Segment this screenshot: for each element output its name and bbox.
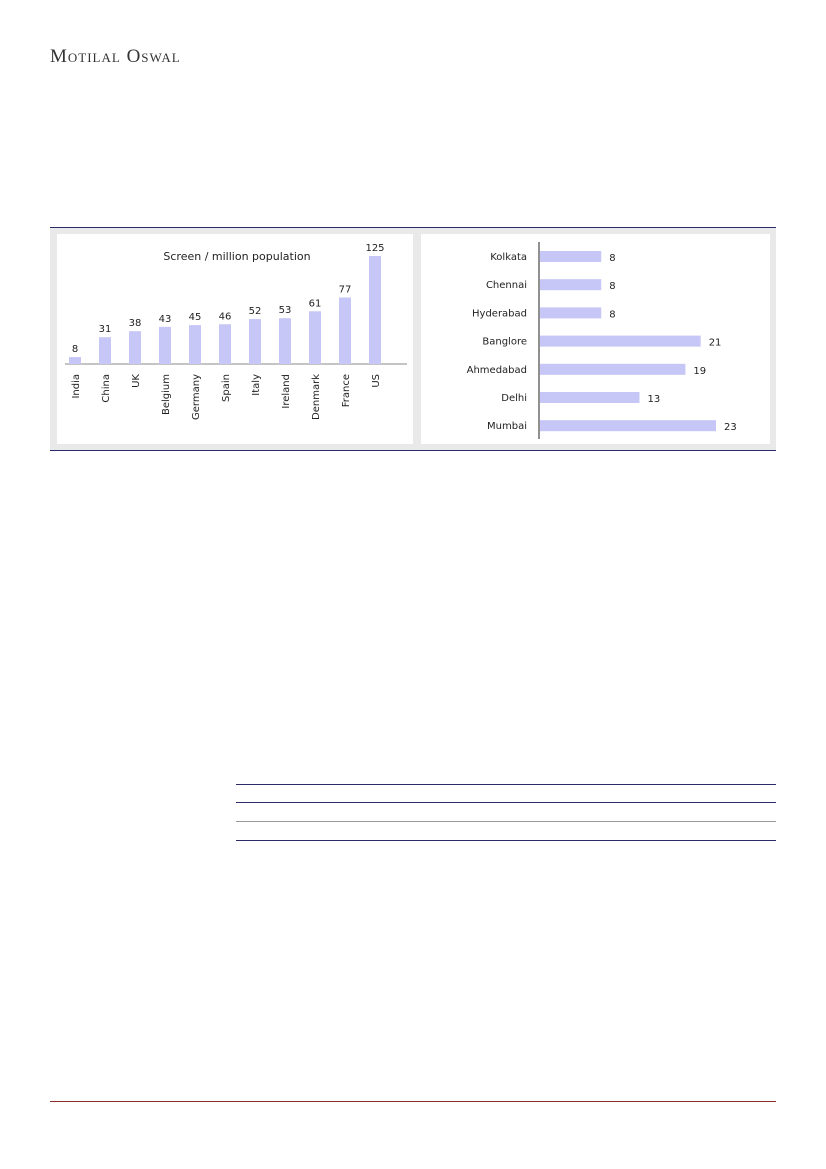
bar: [540, 420, 716, 431]
table-rule-1: [236, 784, 776, 785]
category-label: Denmark: [311, 374, 322, 420]
chart-title: Screen / million population: [163, 250, 311, 263]
data-label: 77: [338, 284, 352, 296]
table-rule-4: [236, 840, 776, 841]
bar: [339, 297, 351, 364]
category-label: Germany: [191, 374, 202, 420]
data-label: 8: [609, 281, 616, 293]
left-chart-panel: [57, 234, 413, 444]
data-label: 53: [278, 305, 292, 317]
category-label: Ahmedabad: [466, 364, 527, 376]
data-label: 52: [248, 306, 262, 318]
data-label: 23: [724, 422, 737, 434]
category-label: Ireland: [281, 374, 292, 409]
data-label: 38: [128, 318, 142, 330]
category-label: India: [71, 374, 82, 399]
bar: [309, 311, 321, 364]
category-label: China: [101, 374, 112, 403]
category-label: Italy: [251, 374, 262, 396]
category-label: UK: [131, 374, 142, 388]
data-label: 8: [71, 344, 79, 356]
bar: [540, 392, 639, 403]
brand-logo: Motilal Oswal: [50, 46, 181, 67]
bar: [540, 307, 601, 318]
bar: [159, 327, 171, 364]
data-label: 125: [365, 243, 385, 254]
bar: [540, 251, 601, 262]
bar: [369, 256, 381, 364]
data-label: 31: [98, 324, 112, 336]
category-label: France: [341, 374, 352, 408]
category-label: Banglore: [482, 336, 527, 348]
bar: [189, 325, 201, 364]
data-label: 61: [308, 298, 322, 310]
data-label: 19: [693, 365, 707, 377]
data-label: 46: [218, 311, 232, 323]
data-label: 21: [708, 337, 722, 349]
chart-bottom-rule: [50, 450, 776, 451]
footer-rule: [50, 1101, 776, 1102]
bar: [540, 279, 601, 290]
bar: [540, 364, 685, 375]
category-label: Chennai: [485, 280, 527, 292]
data-label: 45: [188, 312, 202, 324]
bar: [129, 331, 141, 364]
bar: [249, 319, 261, 364]
category-label: Mumbai: [487, 421, 527, 433]
horizontal-bar-chart: [421, 234, 770, 444]
vertical-bar-chart: [57, 234, 413, 444]
data-label: 8: [609, 253, 616, 264]
table-rule-2: [236, 802, 776, 803]
category-label: US: [371, 374, 382, 388]
right-chart-panel: [421, 234, 770, 444]
bar: [69, 357, 81, 364]
category-label: Kolkata: [490, 252, 527, 263]
table-rule-3: [236, 821, 776, 822]
category-label: Spain: [221, 374, 232, 402]
data-label: 13: [647, 394, 661, 405]
bar: [219, 324, 231, 364]
data-label: 8: [609, 309, 616, 321]
bar: [540, 336, 701, 347]
category-label: Delhi: [501, 393, 527, 404]
bar: [279, 318, 291, 364]
category-label: Hyderabad: [472, 308, 527, 320]
data-label: 43: [158, 313, 172, 325]
category-label: Belgium: [161, 374, 172, 415]
bar: [99, 337, 111, 364]
